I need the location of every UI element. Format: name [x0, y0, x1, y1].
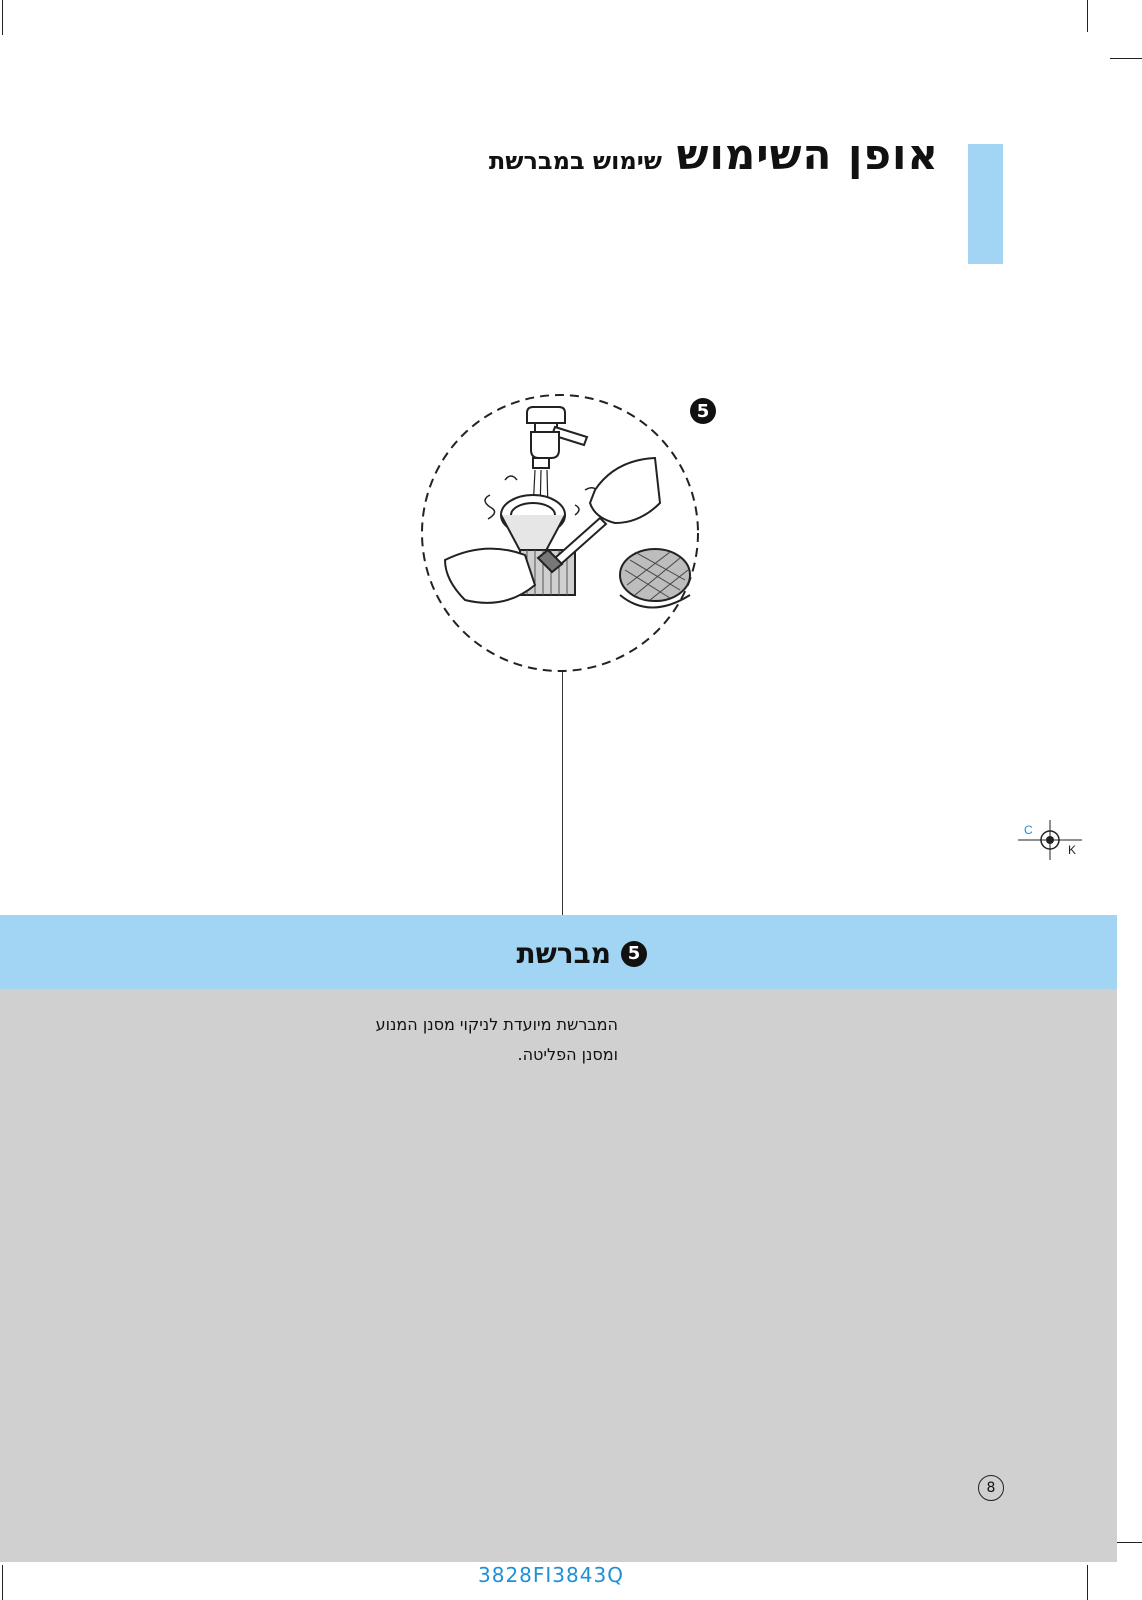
- section-number: 5: [621, 941, 647, 967]
- illustration-step-number: 5: [690, 398, 716, 424]
- page-number: 8: [978, 1475, 1004, 1501]
- description-line-1: המברשת מיועדת לניקוי מסנן המנוע: [375, 1015, 618, 1034]
- document-code: 3828FI3843Q: [478, 1563, 624, 1587]
- crop-mark-bottom-right: [1087, 1565, 1088, 1600]
- leader-line: [562, 672, 563, 915]
- brush-cleaning-illustration: [405, 380, 735, 680]
- content-panel: [0, 989, 1117, 1562]
- page-subtitle: שימוש במברשת: [488, 147, 662, 175]
- section-title: [516, 937, 647, 970]
- crop-mark-top-right: [1087, 0, 1088, 32]
- crop-mark-right-top: [1110, 58, 1142, 59]
- registration-mark: [1018, 820, 1082, 860]
- illustration-step-badge: [690, 398, 716, 424]
- crop-mark-top-left: [2, 0, 3, 35]
- faucet-icon: [527, 407, 587, 468]
- page-title: אופן השימוש: [676, 130, 939, 179]
- crop-mark-bottom-left: [2, 1565, 3, 1600]
- side-tab-marker: [968, 144, 1003, 264]
- mesh-filter-icon: [620, 549, 690, 608]
- description-text: [278, 1010, 618, 1070]
- reg-mark-k-label: K: [1068, 843, 1077, 857]
- description-line-2: ומסנן הפליטה.: [517, 1045, 618, 1064]
- section-title-label: מברשת: [516, 937, 611, 970]
- reg-mark-c-label: C: [1024, 823, 1033, 837]
